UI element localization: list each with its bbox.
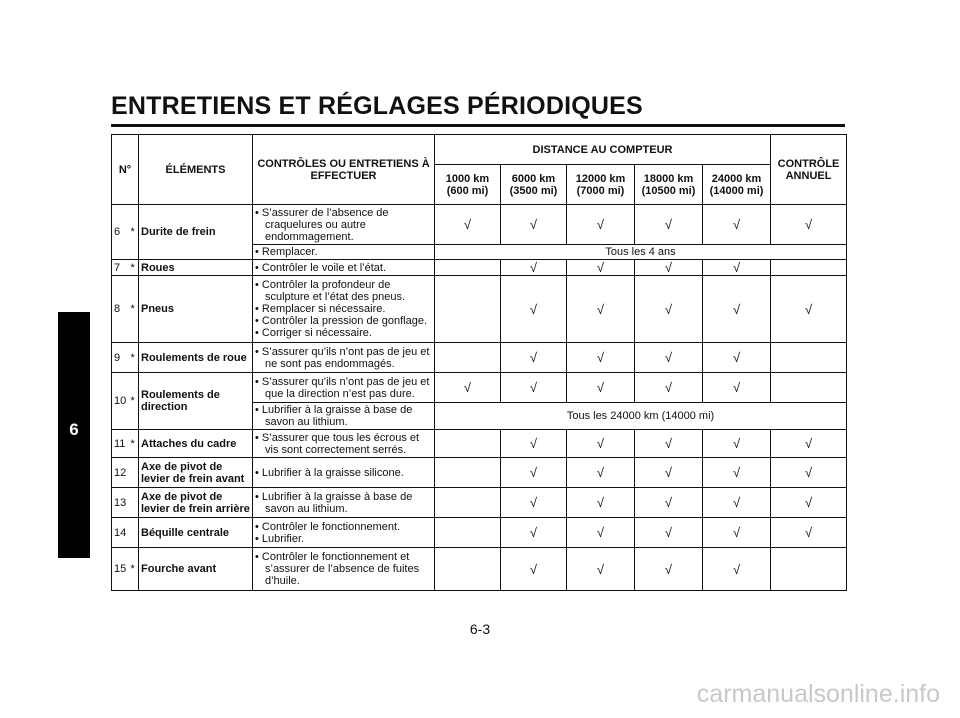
page-number: 6-3 [469, 621, 491, 637]
check-d2: √ [501, 488, 567, 518]
row-control [253, 430, 435, 458]
check-d3: √ [567, 205, 635, 245]
check-d5: √ [703, 548, 771, 591]
check-d5: √ [703, 205, 771, 245]
control-text: • Lubrifier à la graisse à base de savon au lithium. [255, 490, 413, 515]
check-d1 [435, 430, 501, 458]
check-d4: √ [635, 548, 703, 591]
table-row [112, 518, 847, 548]
maintenance-table [111, 134, 847, 591]
check-annual [771, 548, 847, 591]
check-d5: √ [703, 430, 771, 458]
control-text: • Contrôler le fonctionnement. [255, 520, 401, 533]
row-control [253, 245, 435, 260]
check-d3: √ [567, 488, 635, 518]
row-control [253, 373, 435, 403]
check-annual: √ [771, 458, 847, 488]
row-element: Axe de pivot de levier de frein arrière [139, 488, 253, 518]
table-row [112, 343, 847, 373]
row-number: 12 [112, 458, 129, 488]
control-text: • Corriger si nécessaire. [255, 327, 372, 339]
check-annual: √ [771, 518, 847, 548]
check-d4: √ [635, 260, 703, 276]
row-star [129, 458, 139, 488]
check-d5: √ [703, 343, 771, 373]
row-control [253, 488, 435, 518]
table-row [112, 276, 847, 343]
control-text: • S’assurer de l’absence de craquelures ou autre endommagement. [255, 206, 389, 243]
check-d3: √ [567, 548, 635, 591]
check-d5: √ [703, 488, 771, 518]
row-element: Pneus [139, 276, 253, 343]
check-d5: √ [703, 518, 771, 548]
control-text: • S’assurer que tous les écrous et vis sont correctement serrés. [255, 431, 420, 456]
header-no: N° [112, 135, 139, 205]
header-row-1 [112, 135, 847, 165]
check-d3: √ [567, 260, 635, 276]
title-rule [111, 124, 845, 127]
check-d5: √ [703, 260, 771, 276]
check-d4: √ [635, 205, 703, 245]
check-d1 [435, 276, 501, 343]
check-d2: √ [501, 548, 567, 591]
check-annual: √ [771, 205, 847, 245]
row-control [253, 276, 435, 343]
row-element: Roues [139, 260, 253, 276]
page-title: ENTRETIENS ET RÉGLAGES PÉRIODIQUES [111, 92, 643, 120]
row-element: Roulements de direction [139, 373, 253, 430]
table-row [112, 548, 847, 591]
check-d4: √ [635, 276, 703, 343]
header-d5: 24000 km (14000 mi) [703, 165, 771, 205]
header-d1: 1000 km (600 mi) [435, 165, 501, 205]
row-number: 6 [112, 205, 129, 260]
control-text: • Contrôler la pression de gonflage. [255, 315, 428, 327]
control-text: • Remplacer. [255, 246, 318, 258]
check-d3: √ [567, 373, 635, 403]
check-d5: √ [703, 276, 771, 343]
check-d1 [435, 260, 501, 276]
row-star: * [129, 373, 139, 430]
row-number: 14 [112, 518, 129, 548]
check-d3: √ [567, 458, 635, 488]
header-d4: 18000 km (10500 mi) [635, 165, 703, 205]
interval-span: Tous les 4 ans [435, 245, 847, 260]
row-number: 8 [112, 276, 129, 343]
row-element: Béquille centrale [139, 518, 253, 548]
row-star: * [129, 430, 139, 458]
row-star: * [129, 548, 139, 591]
check-d4: √ [635, 518, 703, 548]
row-element: Fourche avant [139, 548, 253, 591]
check-annual [771, 260, 847, 276]
check-d2: √ [501, 205, 567, 245]
check-d5: √ [703, 373, 771, 403]
table-row [112, 458, 847, 488]
check-annual [771, 373, 847, 403]
header-distance: DISTANCE AU COMPTEUR [435, 135, 771, 165]
row-control [253, 205, 435, 245]
row-star: * [129, 276, 139, 343]
check-d2: √ [501, 373, 567, 403]
row-number: 9 [112, 343, 129, 373]
control-text: • S’assurer qu’ils n’ont pas de jeu et ne sont pas endommagés. [255, 345, 430, 370]
row-number: 10 [112, 373, 129, 430]
row-star [129, 518, 139, 548]
control-text: • Contrôler la profondeur de sculpture et l’état des pneus. [255, 279, 406, 303]
row-control [253, 403, 435, 430]
table-row [112, 260, 847, 276]
check-d2: √ [501, 276, 567, 343]
check-d4: √ [635, 373, 703, 403]
row-control [253, 260, 435, 276]
check-d3: √ [567, 518, 635, 548]
control-text: • Lubrifier. [255, 532, 305, 545]
row-control [253, 518, 435, 548]
check-d3: √ [567, 343, 635, 373]
check-d2: √ [501, 458, 567, 488]
check-d4: √ [635, 430, 703, 458]
row-star [129, 488, 139, 518]
control-text: • Remplacer si nécessaire. [255, 303, 386, 315]
check-d2: √ [501, 343, 567, 373]
header-controls: CONTRÔLES OU ENTRETIENS À EFFECTUER [253, 135, 435, 205]
row-number: 13 [112, 488, 129, 518]
row-control [253, 548, 435, 591]
control-text: • Contrôler le voile et l’état. [255, 261, 387, 274]
row-element: Axe de pivot de levier de frein avant [139, 458, 253, 488]
row-number: 15 [112, 548, 129, 591]
row-element: Durite de frein [139, 205, 253, 260]
check-d4: √ [635, 343, 703, 373]
table-row [112, 488, 847, 518]
control-text: • Contrôler le fonctionnement et s’assurer de l’absence de fuites d’huile. [255, 551, 420, 587]
control-text: • Lubrifier à la graisse silicone. [255, 466, 404, 479]
header-d3: 12000 km (7000 mi) [567, 165, 635, 205]
check-d2: √ [501, 518, 567, 548]
check-d1: √ [435, 373, 501, 403]
check-d2: √ [501, 260, 567, 276]
header-annual: CONTRÔLE ANNUEL [771, 135, 847, 205]
check-annual: √ [771, 276, 847, 343]
table-row [112, 205, 847, 245]
check-annual: √ [771, 488, 847, 518]
chapter-tab-label: 6 [69, 420, 79, 439]
check-d1 [435, 488, 501, 518]
check-annual: √ [771, 430, 847, 458]
row-number: 11 [112, 430, 129, 458]
check-d2: √ [501, 430, 567, 458]
chapter-tab [58, 312, 90, 558]
control-text: • Lubrifier à la graisse à base de savon au lithium. [255, 404, 413, 428]
interval-span: Tous les 24000 km (14000 mi) [435, 403, 847, 430]
table-row [112, 373, 847, 403]
row-control [253, 458, 435, 488]
check-d5: √ [703, 458, 771, 488]
watermark: carmanualsonline.info [696, 680, 940, 708]
row-element: Attaches du cadre [139, 430, 253, 458]
header-d2: 6000 km (3500 mi) [501, 165, 567, 205]
row-number: 7 [112, 260, 129, 276]
check-d3: √ [567, 430, 635, 458]
check-d1 [435, 458, 501, 488]
control-text: • S’assurer qu’ils n’ont pas de jeu et que la direction n’est pas dure. [255, 375, 430, 400]
row-star: * [129, 343, 139, 373]
check-d1 [435, 343, 501, 373]
table-row [112, 430, 847, 458]
row-star: * [129, 205, 139, 260]
check-d4: √ [635, 488, 703, 518]
check-annual [771, 343, 847, 373]
row-control [253, 343, 435, 373]
check-d1 [435, 518, 501, 548]
row-star: * [129, 260, 139, 276]
check-d4: √ [635, 458, 703, 488]
header-elements: ÉLÉMENTS [139, 135, 253, 205]
check-d3: √ [567, 276, 635, 343]
check-d1: √ [435, 205, 501, 245]
check-d1 [435, 548, 501, 591]
row-element: Roulements de roue [139, 343, 253, 373]
